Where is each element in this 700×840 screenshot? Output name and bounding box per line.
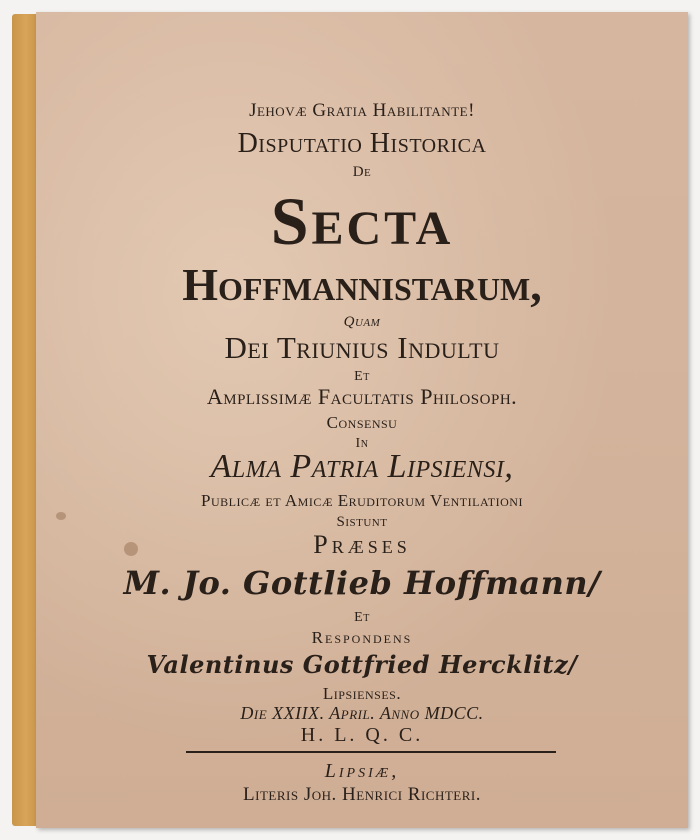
imprint-city: Lipsiæ, — [324, 760, 400, 782]
text-line-alma: Alma Patria Lipsiensi, — [210, 448, 514, 485]
text-line-consensu: Consensu — [326, 413, 398, 432]
title-line-de: De — [352, 164, 372, 180]
text-line-et-2: Et — [354, 610, 370, 625]
divider-rule — [186, 751, 556, 753]
text-line-sistunt: Sistunt — [336, 514, 388, 530]
text-line-lipsienses: Lipsienses. — [322, 684, 402, 703]
praeses-label: Præses — [313, 530, 411, 559]
text-line-et-1: Et — [354, 369, 370, 384]
text-line-quam: Quam — [343, 314, 381, 330]
imprint-printer: Literis Joh. Henrici Richteri. — [243, 784, 481, 805]
text-line-publicae: Publicæ et Amicæ Eruditorum Ventilationi — [201, 491, 523, 510]
title-line-hoffmannistarum: Hoffmannistarum, — [182, 259, 542, 310]
title-line-disputatio: Disputatio Historica — [237, 128, 487, 159]
title-page — [36, 12, 688, 828]
respondens-name: Valentinus Gottfried Hercklitz/ — [146, 650, 578, 679]
praeses-name: M. Jo. Gottlieb Hoffmann/ — [123, 564, 601, 602]
text-line-facultatis: Amplissimæ Facultatis Philosoph. — [206, 384, 518, 409]
text-line-in: In — [355, 436, 369, 451]
respondens-label: Respondens — [311, 628, 413, 647]
title-line-secta: Secta — [270, 183, 454, 259]
text-line-dei: Dei Triunius Indultu — [224, 330, 500, 365]
date-line: Die XXIIX. April. Anno MDCC. — [240, 703, 484, 723]
invocation-line: Jehovæ Gratia Habilitante! — [249, 100, 475, 121]
text-line-hlqc: H. L. Q. C. — [300, 724, 424, 746]
